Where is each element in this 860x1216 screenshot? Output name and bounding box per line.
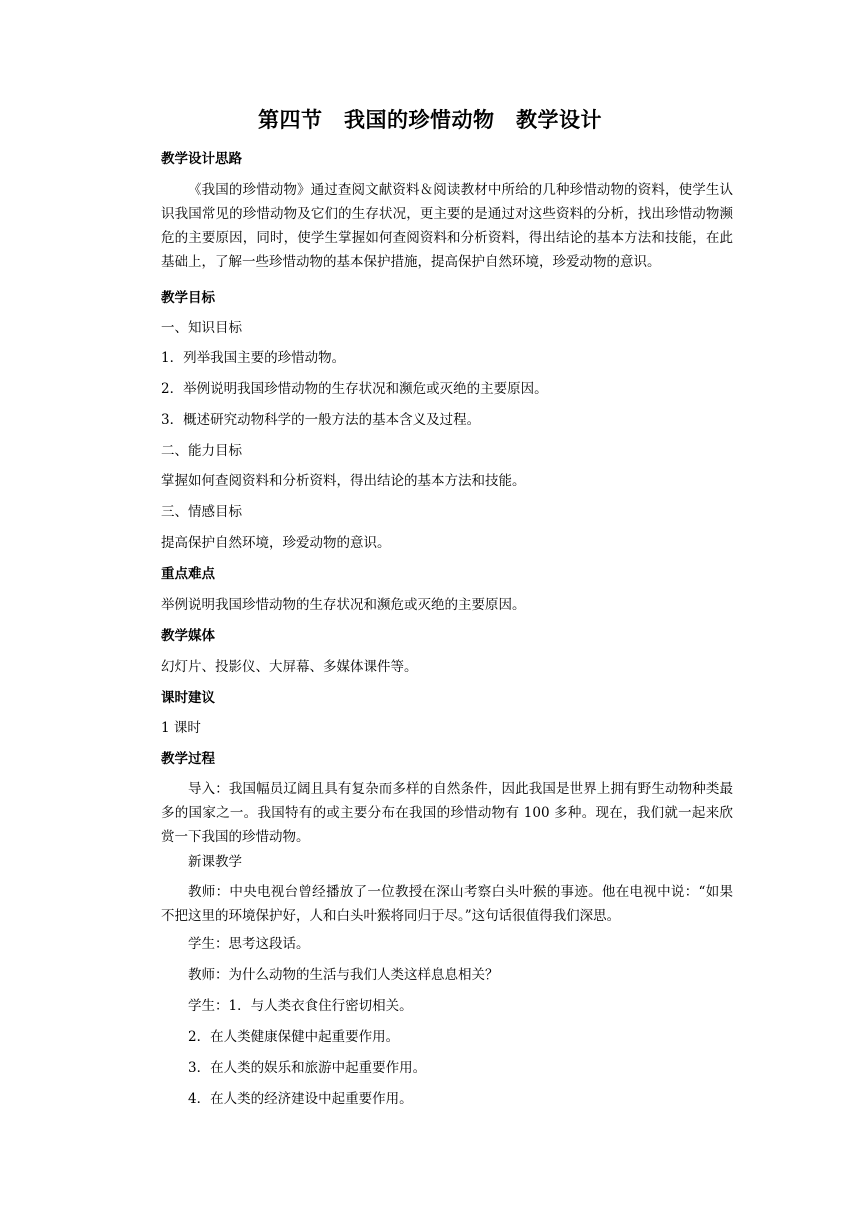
new-lesson-label: 新课教学 [188,854,242,870]
teacher-line-2: 教师：为什么动物的生活与我们人类这样息息相关？ [188,967,499,983]
emotion-heading: 三、情感目标 [161,504,242,520]
key-text: 举例说明我国珍惜动物的生存状况和濒危或灭绝的主要原因。 [161,597,526,613]
knowledge-heading: 一、知识目标 [161,320,242,336]
design-paragraph: 《我国的珍惜动物》通过查阅文献资料＆阅读教材中所给的几种珍惜动物的资料，使学生认识我国常见的珍惜动物及它们的生存状况，更主要的是通过对这些资料的分析，找出珍惜动物濒危的主要原因，同时，使学生掌握如何查阅资料和分析资料，得出结论的基本方法和技能，在此基础上，了解一些珍惜动物的基本保护措施，提高保护自然环境，珍爱动物的意识。 [161,182,733,270]
point-3: 3．在人类的娱乐和旅游中起重要作用。 [188,1060,427,1076]
teacher-paragraph-1: 教师：中央电视台曾经播放了一位教授在深山考察白头叶猴的事迹。他在电视中说：“如果不把这里的环境保护好，人和白头叶猴将同归于尽。”这句话很值得我们深思。 [161,884,733,924]
page-title: 第四节 我国的珍惜动物 教学设计 [258,108,602,132]
key-heading: 重点难点 [161,566,215,582]
ability-text: 掌握如何查阅资料和分析资料，得出结论的基本方法和技能。 [161,473,526,489]
hours-text: 1 课时 [161,720,201,736]
process-heading: 教学过程 [161,751,215,767]
ability-heading: 二、能力目标 [161,443,242,459]
media-text: 幻灯片、投影仪、大屏幕、多媒体课件等。 [161,659,418,675]
knowledge-item-2: 2．举例说明我国珍惜动物的生存状况和濒危或灭绝的主要原因。 [161,381,548,397]
point-2: 2．在人类健康保健中起重要作用。 [188,1029,400,1045]
goal-heading: 教学目标 [161,290,215,306]
student-line-1: 学生：思考这段话。 [188,936,310,952]
hours-heading: 课时建议 [161,690,215,706]
emotion-text: 提高保护自然环境，珍爱动物的意识。 [161,535,391,551]
knowledge-item-3: 3．概述研究动物科学的一般方法的基本含义及过程。 [161,412,481,428]
point-4: 4．在人类的经济建设中起重要作用。 [188,1091,413,1107]
design-heading: 教学设计思路 [161,151,242,167]
student-line-2: 学生：1．与人类衣食住行密切相关。 [188,998,413,1014]
intro-paragraph: 导入：我国幅员辽阔且具有复杂而多样的自然条件，因此我国是世界上拥有野生动物种类最多的国家之一。我国特有的或主要分布在我国的珍惜动物有 100 多种。现在，我们就一起来欣赏一下我国的珍惜动物。 [161,781,733,845]
media-heading: 教学媒体 [161,628,215,644]
knowledge-item-1: 1．列举我国主要的珍惜动物。 [161,350,346,366]
